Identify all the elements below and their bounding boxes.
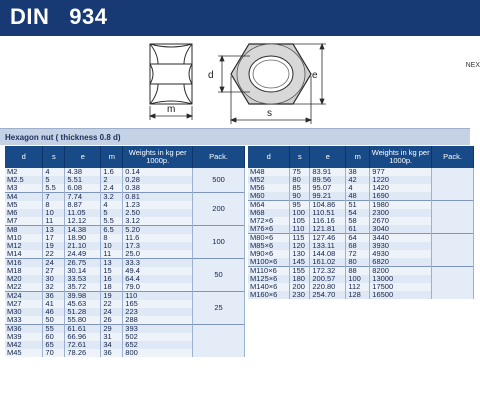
cell-m: 68 (346, 242, 370, 250)
cell-m: 64 (346, 234, 370, 243)
cell-e: 104.86 (310, 201, 346, 210)
cell-e: 8.87 (65, 201, 101, 209)
cell-e: 99.21 (310, 192, 346, 201)
cell-d: M2 (5, 168, 43, 176)
cell-e: 39.98 (65, 292, 101, 301)
cell-d: M24 (5, 292, 43, 301)
cell-e: 220.80 (310, 283, 346, 291)
cell-d: M110×6 (248, 267, 290, 276)
cell-d: M80×6 (248, 234, 290, 243)
table-row (248, 201, 474, 210)
cell-m: 48 (346, 192, 370, 201)
cell-d: M42 (5, 341, 43, 349)
cell-s: 13 (43, 226, 65, 235)
cell-pack: 25 (193, 292, 245, 325)
cell-weight: 33.3 (123, 259, 193, 268)
cell-d: M16 (5, 259, 43, 268)
cell-pack: 100 (193, 226, 245, 259)
table-row (5, 325, 245, 334)
cell-e: 89.56 (310, 176, 346, 184)
cell-s: 65 (43, 341, 65, 349)
col-header-weight: Weights in kg per 1000p. (123, 146, 193, 168)
cell-weight: 4930 (370, 250, 432, 258)
table-row (248, 234, 474, 243)
cell-d: M45 (5, 349, 43, 357)
cell-s: 75 (290, 168, 310, 176)
cell-weight: 165 (123, 300, 193, 308)
cell-weight: 79.0 (123, 283, 193, 292)
cell-m: 18 (101, 283, 123, 292)
cell-s: 36 (43, 292, 65, 301)
cell-weight: 11.6 (123, 234, 193, 242)
cell-weight: 393 (123, 325, 193, 334)
cell-e: 14.38 (65, 226, 101, 235)
cell-d: M30 (5, 308, 43, 316)
cell-m: 5.5 (101, 217, 123, 226)
cell-m: 58 (346, 217, 370, 225)
cell-m: 2 (101, 176, 123, 184)
cell-e: 18.90 (65, 234, 101, 242)
cell-weight: 8200 (370, 267, 432, 276)
cell-d: M4 (5, 193, 43, 202)
cell-pack (432, 168, 474, 201)
cell-s: 70 (43, 349, 65, 357)
cell-m: 1.6 (101, 168, 123, 176)
cell-s: 11 (43, 217, 65, 226)
cell-s: 230 (290, 291, 310, 299)
nut-side-view (150, 44, 192, 104)
cell-e: 4.38 (65, 168, 101, 176)
cell-weight: 13000 (370, 275, 432, 283)
cell-weight: 3040 (370, 225, 432, 234)
cell-s: 90 (290, 192, 310, 201)
cell-m: 80 (346, 258, 370, 267)
col-header-d: d (5, 146, 43, 168)
table-row (5, 226, 245, 235)
col-header-e: e (65, 146, 101, 168)
cell-e: 51.28 (65, 308, 101, 316)
cell-weight: 0.14 (123, 168, 193, 176)
cell-e: 72.61 (65, 341, 101, 349)
cell-e: 21.10 (65, 242, 101, 250)
cell-s: 46 (43, 308, 65, 316)
cell-weight: 977 (370, 168, 432, 176)
cell-pack (432, 201, 474, 234)
col-header-s: s (43, 146, 65, 168)
cell-d: M27 (5, 300, 43, 308)
cell-pack: 500 (193, 168, 245, 193)
cell-m: 8 (101, 234, 123, 242)
cell-m: 2.4 (101, 184, 123, 193)
cell-pack: 50 (193, 259, 245, 292)
cell-weight: 288 (123, 316, 193, 325)
cell-s: 145 (290, 258, 310, 267)
cell-d: M85×6 (248, 242, 290, 250)
cell-m: 24 (101, 308, 123, 316)
col-header-weight: Weights in kg per 1000p. (370, 146, 432, 168)
cell-weight: 2.50 (123, 209, 193, 217)
standard-title: DIN 934 (10, 4, 108, 29)
cell-d: M18 (5, 267, 43, 275)
cell-d: M72×6 (248, 217, 290, 225)
col-header-d: d (248, 146, 290, 168)
cell-e: 116.16 (310, 217, 346, 225)
cell-weight: 64.4 (123, 275, 193, 283)
cell-pack (432, 234, 474, 267)
cell-weight: 3.12 (123, 217, 193, 226)
side-text: NEX (465, 62, 480, 69)
cell-d: M7 (5, 217, 43, 226)
cell-d: M52 (248, 176, 290, 184)
cell-s: 200 (290, 283, 310, 291)
cell-m: 10 (101, 242, 123, 250)
section-title: Hexagon nut ( thickness 0.8 d) (0, 128, 470, 145)
cell-e: 61.61 (65, 325, 101, 334)
cell-s: 120 (290, 242, 310, 250)
cell-m: 61 (346, 225, 370, 234)
cell-e: 30.14 (65, 267, 101, 275)
cell-e: 33.53 (65, 275, 101, 283)
cell-d: M22 (5, 283, 43, 292)
cell-m: 3.2 (101, 193, 123, 202)
cell-e: 78.26 (65, 349, 101, 357)
cell-weight: 17500 (370, 283, 432, 291)
cell-weight: 49.4 (123, 267, 193, 275)
cell-m: 38 (346, 168, 370, 176)
cell-weight: 5.20 (123, 226, 193, 235)
cell-d: M14 (5, 250, 43, 259)
cell-d: M160×6 (248, 291, 290, 299)
cell-d: M100×6 (248, 258, 290, 267)
spec-table-left (5, 146, 245, 357)
cell-weight: 110 (123, 292, 193, 301)
cell-e: 83.91 (310, 168, 346, 176)
cell-pack (193, 325, 245, 358)
cell-e: 5.51 (65, 176, 101, 184)
cell-e: 11.05 (65, 209, 101, 217)
cell-m: 15 (101, 267, 123, 275)
cell-m: 19 (101, 292, 123, 301)
table-row (5, 193, 245, 202)
cell-e: 66.96 (65, 333, 101, 341)
cell-m: 4 (101, 201, 123, 209)
cell-s: 110 (290, 225, 310, 234)
s-label: s (267, 108, 272, 119)
cell-d: M60 (248, 192, 290, 201)
cell-d: M64 (248, 201, 290, 210)
cell-m: 4 (346, 184, 370, 192)
cell-s: 4 (43, 168, 65, 176)
cell-e: 95.07 (310, 184, 346, 192)
col-header-s: s (290, 146, 310, 168)
col-header-m: m (101, 146, 123, 168)
cell-e: 6.08 (65, 184, 101, 193)
cell-s: 24 (43, 259, 65, 268)
cell-weight: 2670 (370, 217, 432, 225)
cell-m: 51 (346, 201, 370, 210)
cell-m: 100 (346, 275, 370, 283)
cell-e: 127.46 (310, 234, 346, 243)
cell-m: 6.5 (101, 226, 123, 235)
cell-e: 200.57 (310, 275, 346, 283)
cell-d: M6 (5, 209, 43, 217)
cell-m: 88 (346, 267, 370, 276)
cell-m: 42 (346, 176, 370, 184)
cell-d: M2.5 (5, 176, 43, 184)
cell-weight: 800 (123, 349, 193, 357)
col-header-pack: Pack. (193, 146, 245, 168)
cell-s: 105 (290, 217, 310, 225)
table-row (5, 292, 245, 301)
cell-s: 8 (43, 201, 65, 209)
table-header-row (5, 146, 245, 168)
cell-e: 110.51 (310, 209, 346, 217)
cell-weight: 0.38 (123, 184, 193, 193)
cell-m: 22 (101, 300, 123, 308)
table-row (5, 259, 245, 268)
nut-technical-drawing (0, 36, 480, 132)
cell-d: M56 (248, 184, 290, 192)
col-header-e: e (310, 146, 346, 168)
cell-e: 144.08 (310, 250, 346, 258)
cell-d: M5 (5, 201, 43, 209)
cell-s: 180 (290, 275, 310, 283)
cell-s: 30 (43, 275, 65, 283)
cell-d: M68 (248, 209, 290, 217)
cell-d: M12 (5, 242, 43, 250)
cell-d: M90×6 (248, 250, 290, 258)
cell-s: 19 (43, 242, 65, 250)
table-header-row (248, 146, 474, 168)
cell-d: M20 (5, 275, 43, 283)
cell-d: M33 (5, 316, 43, 325)
cell-e: 161.02 (310, 258, 346, 267)
cell-weight: 1220 (370, 176, 432, 184)
cell-s: 50 (43, 316, 65, 325)
cell-m: 5 (101, 209, 123, 217)
page-header (0, 0, 480, 36)
cell-s: 32 (43, 283, 65, 292)
cell-m: 36 (101, 349, 123, 357)
cell-weight: 6820 (370, 258, 432, 267)
cell-s: 10 (43, 209, 65, 217)
cell-e: 26.75 (65, 259, 101, 268)
table-row (248, 267, 474, 276)
cell-s: 41 (43, 300, 65, 308)
nut-top-view (231, 44, 311, 104)
cell-s: 5.5 (43, 184, 65, 193)
cell-m: 112 (346, 283, 370, 291)
cell-s: 7 (43, 193, 65, 202)
cell-weight: 3930 (370, 242, 432, 250)
col-header-m: m (346, 146, 370, 168)
cell-d: M125×6 (248, 275, 290, 283)
cell-s: 115 (290, 234, 310, 243)
cell-s: 22 (43, 250, 65, 259)
cell-weight: 652 (123, 341, 193, 349)
cell-s: 80 (290, 176, 310, 184)
cell-e: 35.72 (65, 283, 101, 292)
cell-weight: 3440 (370, 234, 432, 243)
col-header-pack: Pack. (432, 146, 474, 168)
cell-e: 254.70 (310, 291, 346, 299)
cell-d: M10 (5, 234, 43, 242)
cell-weight: 2300 (370, 209, 432, 217)
cell-weight: 16500 (370, 291, 432, 299)
cell-weight: 1980 (370, 201, 432, 210)
cell-e: 24.49 (65, 250, 101, 259)
cell-m: 31 (101, 333, 123, 341)
cell-d: M48 (248, 168, 290, 176)
cell-e: 12.12 (65, 217, 101, 226)
cell-e: 172.32 (310, 267, 346, 276)
table-row (5, 168, 245, 176)
cell-m: 128 (346, 291, 370, 299)
cell-weight: 25.0 (123, 250, 193, 259)
cell-e: 133.11 (310, 242, 346, 250)
cell-weight: 0.28 (123, 176, 193, 184)
cell-s: 95 (290, 201, 310, 210)
cell-weight: 1.23 (123, 201, 193, 209)
e-label: e (312, 70, 318, 81)
cell-e: 121.81 (310, 225, 346, 234)
cell-m: 72 (346, 250, 370, 258)
cell-s: 17 (43, 234, 65, 242)
cell-e: 45.63 (65, 300, 101, 308)
cell-m: 54 (346, 209, 370, 217)
cell-d: M36 (5, 325, 43, 334)
cell-d: M76×6 (248, 225, 290, 234)
cell-d: M3 (5, 184, 43, 193)
cell-weight: 0.81 (123, 193, 193, 202)
cell-m: 11 (101, 250, 123, 259)
cell-weight: 502 (123, 333, 193, 341)
d-label: d (208, 70, 214, 81)
cell-weight: 223 (123, 308, 193, 316)
cell-d: M140×6 (248, 283, 290, 291)
cell-pack: 200 (193, 193, 245, 226)
cell-m: 29 (101, 325, 123, 334)
cell-e: 55.80 (65, 316, 101, 325)
cell-s: 85 (290, 184, 310, 192)
cell-m: 26 (101, 316, 123, 325)
cell-s: 155 (290, 267, 310, 276)
cell-s: 100 (290, 209, 310, 217)
cell-e: 7.74 (65, 193, 101, 202)
cell-weight: 17.3 (123, 242, 193, 250)
cell-s: 5 (43, 176, 65, 184)
cell-m: 13 (101, 259, 123, 268)
cell-m: 34 (101, 341, 123, 349)
cell-weight: 1420 (370, 184, 432, 192)
table-row (248, 168, 474, 176)
spec-table-right (248, 146, 474, 299)
cell-s: 60 (43, 333, 65, 341)
cell-s: 55 (43, 325, 65, 334)
m-label: m (167, 104, 176, 115)
cell-weight: 1690 (370, 192, 432, 201)
cell-s: 27 (43, 267, 65, 275)
cell-m: 16 (101, 275, 123, 283)
cell-pack (432, 267, 474, 300)
cell-s: 130 (290, 250, 310, 258)
cell-d: M8 (5, 226, 43, 235)
cell-d: M39 (5, 333, 43, 341)
